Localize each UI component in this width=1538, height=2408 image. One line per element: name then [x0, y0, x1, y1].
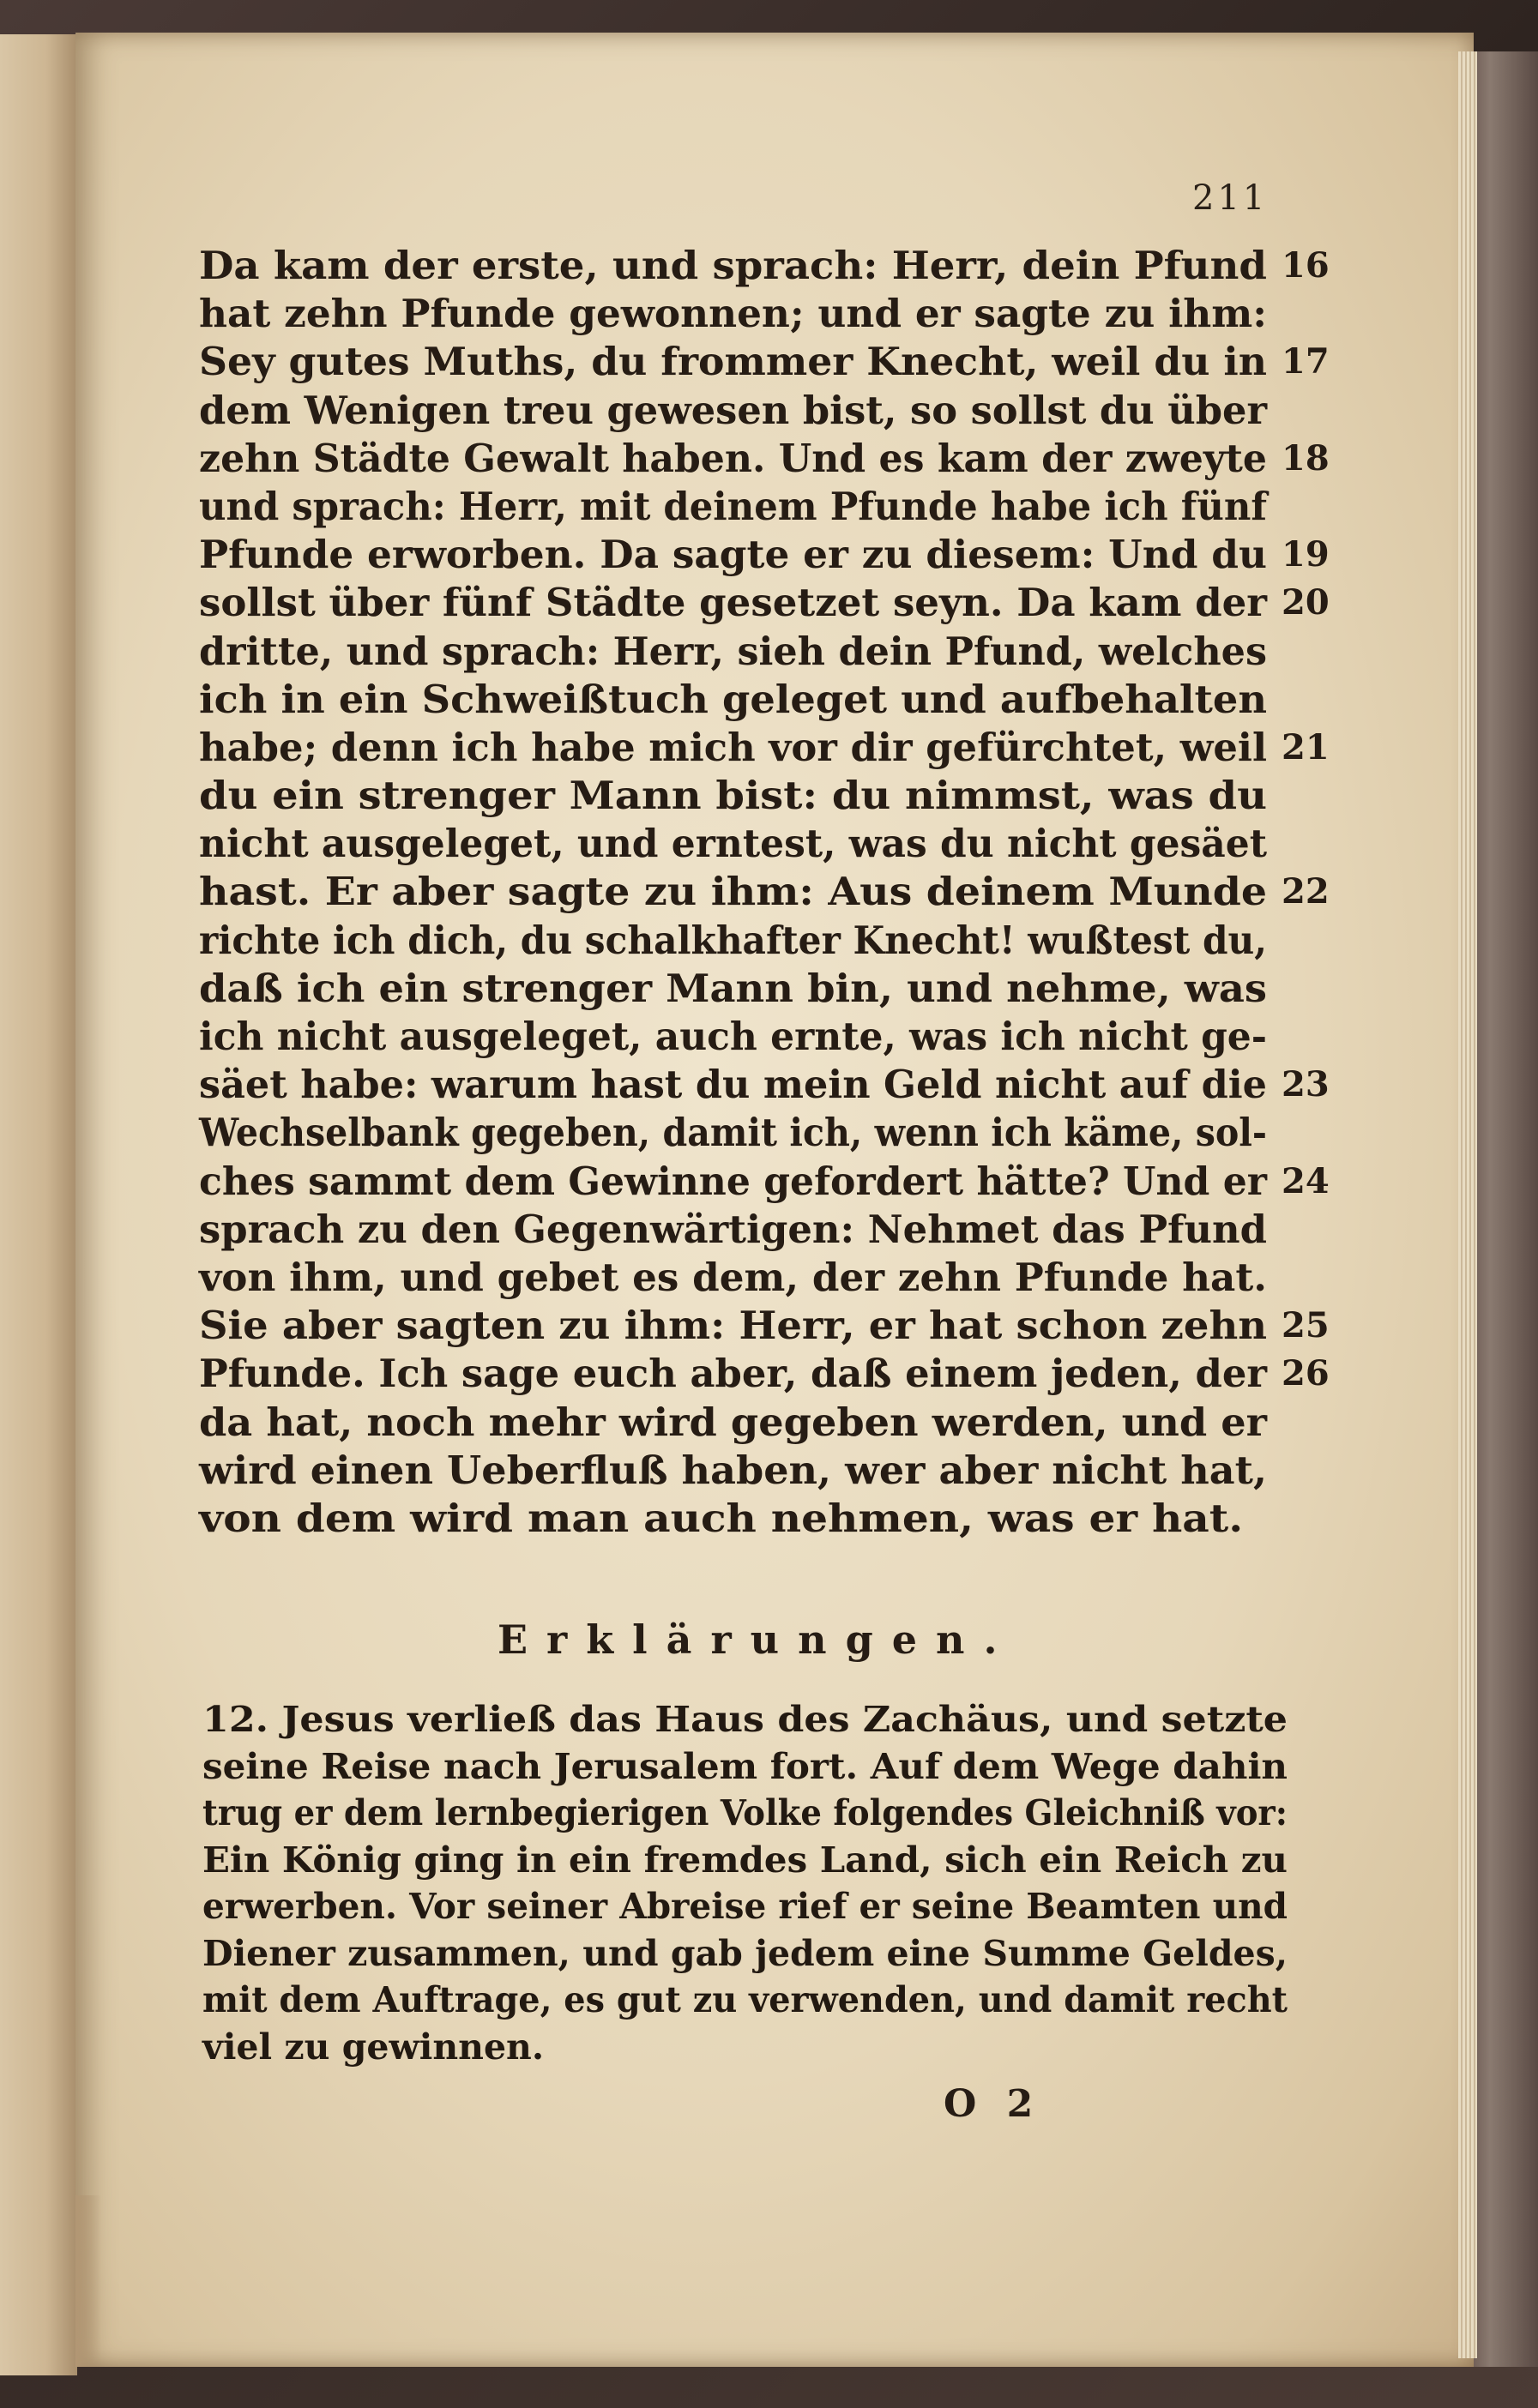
scripture-line: [199, 1447, 1288, 1495]
commentary-line: 12. Jesus verließ das Haus des Zachäus, und setzte: [202, 1699, 1288, 1740]
scripture-line: [199, 965, 1288, 1013]
scripture-line: [199, 868, 1330, 916]
scripture-line-text: richte ich dich, du schalkhafter Knecht! wußtest du,: [199, 917, 1267, 963]
scripture-line: [199, 1109, 1288, 1157]
scripture-line: [199, 338, 1330, 386]
verse-number: 25: [1282, 1305, 1330, 1346]
scripture-line-text: ich in ein Schweißtuch geleget und aufbehalten: [199, 676, 1267, 722]
commentary-line: mit dem Auftrage, es gut zu verwenden, und damit recht: [202, 1979, 1288, 2020]
scripture-line-text: du ein strenger Mann bist: du nimmst, was du: [199, 773, 1267, 819]
commentary-line: erwerben. Vor seiner Abreise rief er seine Beamten und: [202, 1886, 1288, 1927]
scripture-line-text: habe; denn ich habe mich vor dir gefürchtet, weil: [199, 724, 1267, 770]
scripture-line-text: dem Wenigen treu gewesen bist, so sollst du über: [199, 387, 1267, 433]
scripture-line: [199, 579, 1330, 627]
page-number: 211: [1192, 178, 1269, 218]
scripture-line-text: sprach zu den Gegenwärtigen: Nehmet das Pfund: [199, 1206, 1267, 1252]
commentary-line: viel zu gewinnen.: [202, 2026, 545, 2068]
scripture-line-text: sollst über fünf Städte gesetzet seyn. Da kam der: [199, 580, 1267, 626]
signature-mark: O 2: [944, 2082, 1042, 2126]
scripture-line: [199, 483, 1288, 531]
verse-number: 18: [1282, 437, 1330, 479]
verse-number: 24: [1282, 1160, 1330, 1201]
verse-number: 19: [1282, 534, 1330, 575]
commentary-line: Ein König ging in ein fremdes Land, sich ein Reich zu: [202, 1839, 1288, 1881]
verse-number: 20: [1282, 582, 1330, 623]
scripture-line: [199, 676, 1288, 724]
scripture-line-text: und sprach: Herr, mit deinem Pfunde habe ich fünf: [199, 483, 1267, 529]
scripture-line: [199, 1254, 1288, 1302]
verse-number: 16: [1282, 245, 1330, 286]
scripture-line-text: ches sammt dem Gewinne gefordert hätte? Und er: [199, 1158, 1267, 1204]
verse-number: 17: [1282, 341, 1330, 382]
scripture-line: [199, 1350, 1330, 1398]
scripture-line: [199, 387, 1288, 435]
page-stack-edge: [1458, 51, 1477, 2358]
scripture-line-text: Sey gutes Muths, du frommer Knecht, weil du in: [199, 339, 1267, 385]
section-heading: Erklärungen.: [498, 1616, 1016, 1663]
scripture-line-text: Wechselbank gegeben, damit ich, wenn ich käme, sol-: [199, 1110, 1267, 1156]
scripture-line: [199, 1495, 1288, 1543]
scripture-line-text: säet habe: warum hast du mein Geld nicht auf die: [199, 1062, 1267, 1108]
scripture-line-text: daß ich ein strenger Mann bin, und nehme, was: [199, 965, 1267, 1011]
scripture-line: [199, 772, 1288, 820]
scripture-line: [199, 1061, 1330, 1109]
scripture-line: [199, 724, 1330, 772]
scripture-line-text: Da kam der erste, und sprach: Herr, dein Pfund: [199, 243, 1267, 288]
scripture-line-text: Sie aber sagten zu ihm: Herr, er hat schon zehn: [199, 1303, 1267, 1349]
scripture-line-text: Pfunde. Ich sage euch aber, daß einem jeden, der: [199, 1351, 1267, 1397]
commentary-line: trug er dem lernbegierigen Volke folgendes Gleichniß vor:: [202, 1792, 1288, 1833]
scripture-line: [199, 1399, 1288, 1447]
commentary-text: [202, 1696, 1292, 2070]
scripture-line-text: von ihm, und gebet es dem, der zehn Pfunde hat.: [199, 1254, 1267, 1300]
commentary-line: Diener zusammen, und gab jedem eine Summe Geldes,: [202, 1932, 1288, 1974]
scripture-line: [199, 1206, 1288, 1254]
scripture-line: [199, 1302, 1330, 1350]
page-wear: [75, 2195, 101, 2367]
scripture-line: [199, 242, 1330, 290]
scripture-line-text: wird einen Ueberfluß haben, wer aber nicht hat,: [199, 1447, 1267, 1493]
scripture-line: [199, 531, 1330, 579]
left-page-edge: [0, 34, 77, 2375]
scripture-line-text: dritte, und sprach: Herr, sieh dein Pfund, welches: [199, 628, 1267, 674]
scripture-line-text: zehn Städte Gewalt haben. Und es kam der zweyte: [199, 435, 1267, 481]
commentary-line: seine Reise nach Jerusalem fort. Auf dem Wege dahin: [202, 1745, 1288, 1787]
scripture-text: [199, 242, 1330, 1543]
cover-edge: [1469, 51, 1538, 2367]
scripture-line: [199, 435, 1330, 483]
verse-number: 22: [1282, 871, 1330, 912]
scripture-line: [199, 290, 1288, 338]
scripture-line-text: Pfunde erworben. Da sagte er zu diesem: Und du: [199, 532, 1267, 578]
verse-number: 21: [1282, 726, 1330, 768]
scripture-line-text: hast. Er aber sagte zu ihm: Aus deinem Munde: [199, 869, 1267, 915]
verse-number: 26: [1282, 1353, 1330, 1394]
scripture-line-text: von dem wird man auch nehmen, was er hat.: [199, 1495, 1244, 1541]
scripture-line: [199, 628, 1288, 676]
scripture-line-text: ich nicht ausgeleget, auch ernte, was ich nicht ge-: [199, 1014, 1267, 1059]
scripture-line-text: nicht ausgeleget, und erntest, was du nicht gesäet: [199, 821, 1267, 867]
scripture-line: [199, 917, 1288, 965]
scripture-line-text: hat zehn Pfunde gewonnen; und er sagte zu ihm:: [199, 291, 1267, 337]
verse-number: 23: [1282, 1064, 1330, 1105]
scripture-line: [199, 1158, 1330, 1206]
scripture-line: [199, 1013, 1288, 1061]
scripture-line: [199, 820, 1288, 868]
scripture-line-text: da hat, noch mehr wird gegeben werden, und er: [199, 1399, 1267, 1445]
